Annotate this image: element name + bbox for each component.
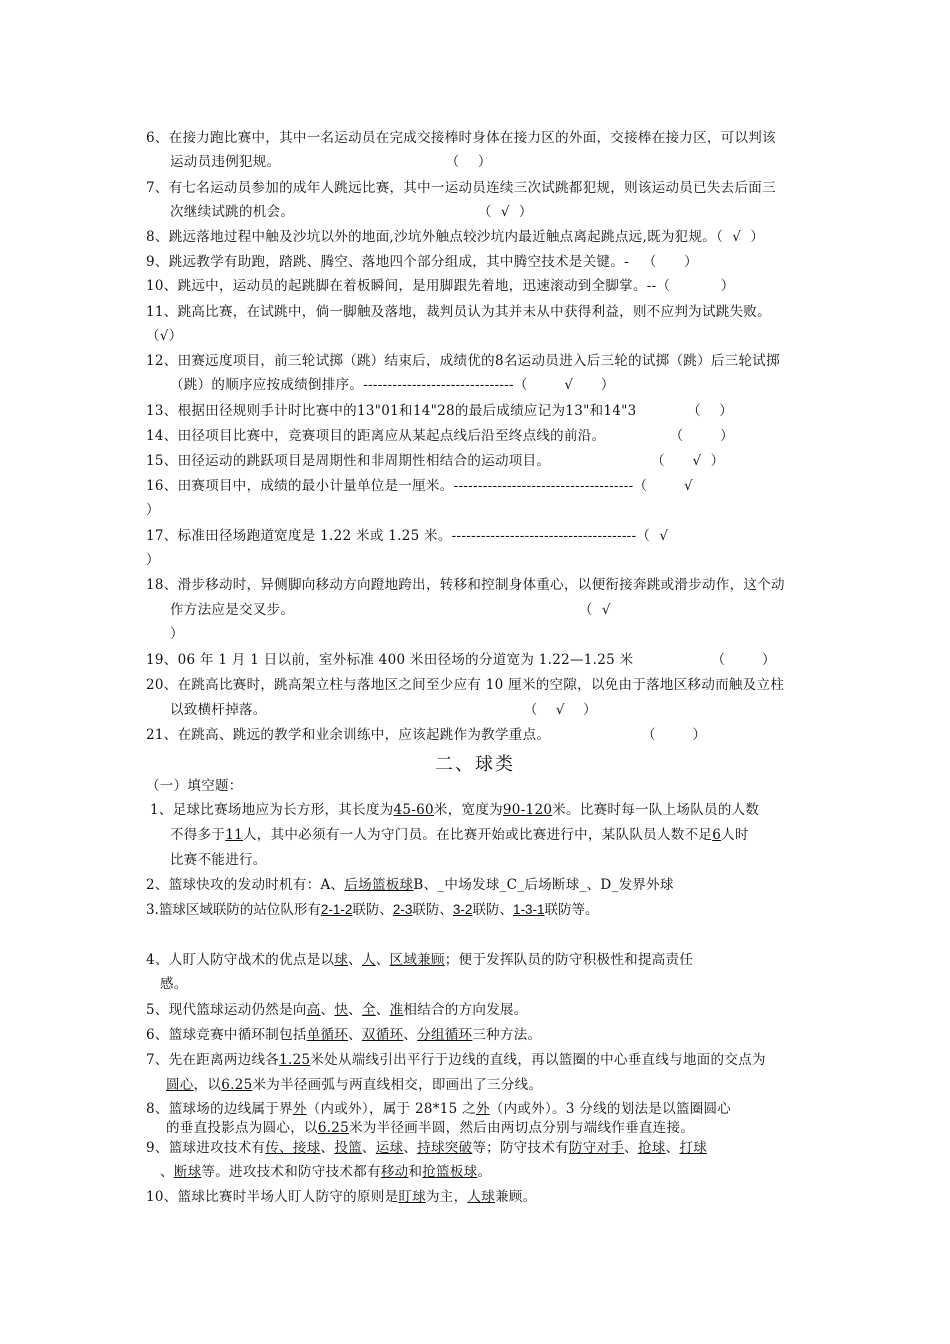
judgment-line: 19、06 年 1 月 1 日以前，室外标准 400 米田径场的分道宽为 1.22—1.25 米 （ ） [146,652,776,668]
judgment-line: 运动员违例犯规。 （ ） [170,154,492,170]
question-line: 9、篮球进攻技术有传、接球、投篮、运球、持球突破等；防守技术有防守对手、抢球、打球 [146,1140,708,1156]
question-line: 3.篮球区域联防的站位队形有2-1-2联防、2-3联防、3-2联防、1-3-1联防等。 [146,902,599,918]
judgment-line: （√） [146,328,183,344]
answer-blank: 断球 [173,1164,202,1180]
judgment-line: 12、田赛远度项目，前三轮试掷（跳）结束后，成绩优的8名运动员进入后三轮的试掷（跳）后三轮试掷 [146,353,780,369]
answer-blank: 快 [334,1002,349,1018]
judgment-line: 15、田径运动的跳跃项目是周期性和非周期性相结合的运动项目。 （ √ ） [146,453,725,469]
answer-blank: 分组循环 [417,1027,473,1043]
answer-blank: 区域兼顾 [389,952,445,968]
judgment-line: 21、在跳高、跳远的教学和业余训练中，应该起跳作为教学重点。 （ ） [146,727,707,743]
judgment-line: 18、滑步移动时，异侧脚向移动方向蹬地跨出，转移和控制身体重心，以便衔接奔跳或滑步动作，这个动 [146,577,785,593]
judgment-line: 7、有七名运动员参加的成年人跳远比赛，其中一运动员连续三次试跳都犯规，则该运动员已失去后面三 [146,180,776,196]
question-line: 6、篮球竞赛中循环制包括单循环、双循环、分组循环三种方法。 [146,1027,542,1043]
answer-blank: 6.25 [317,1120,350,1136]
question-line: 5、现代篮球运动仍然是向高、快、全、准相结合的方向发展。 [146,1002,528,1018]
question-line: 1、足球比赛场地应为长方形，其长度为45-60米，宽度为90-120米。比赛时每一队上场队员的人数 [150,802,760,818]
question-line: 感。 [160,976,188,992]
answer-blank: 传、接球 [265,1140,321,1156]
judgment-line: 作方法应是交叉步。 （ √ [170,602,611,618]
answer-blank: 90-120 [502,802,553,818]
question-line: 2、篮球快攻的发动时机有：A、后场篮板球B、_中场发球_C_后场断球_、D_发界外球 [146,877,674,893]
question-line: 、断球等。进攻技术和防守技术都有移动和抢篮板球。 [160,1164,492,1180]
question-line: 4、人盯人防守战术的优点是以球、人、区域兼顾；便于发挥队员的防守积极性和提高责任 [146,952,694,968]
answer-blank: 双循环 [361,1027,404,1043]
answer-blank: 2-1-2 [320,902,353,917]
judgment-line: 17、标准田径场跑道宽度是 1.22 米或 1.25 米。--------------------------------------（ √ [146,528,669,544]
judgment-line: ） [146,502,160,518]
judgment-line: 10、跳远中，运动员的起跳脚在着板瞬间，是用脚跟先着地，迅速滚动到全脚掌。--（ ） [146,278,735,294]
judgment-line: 20、在跳高比赛时，跳高架立柱与落地区之间至少应有 10 厘米的空隙，以免由于落地区移动而触及立柱 [146,677,785,693]
answer-blank: 6.25 [221,1077,253,1093]
judgment-line: 以致横杆掉落。 （ √ ） [170,702,597,718]
question-line: 8、篮球场的边线属于界外（内或外），属于 28*15 之外（内或外）。3 分线的划法是以篮圈圆心 [146,1101,732,1117]
judgment-line: 次继续试跳的机会。 （ √ ） [170,204,533,220]
answer-blank: 45-60 [393,802,434,818]
question-line: 的垂直投影点为圆心，以6.25米为半径画半圆，然后由两切点分别与端线作垂直连接。 [166,1120,695,1136]
question-line: 10、篮球比赛时半场人盯人防守的原则是盯球为主，人球兼顾。 [146,1189,537,1205]
answer-blank: 圆心 [166,1077,194,1093]
answer-blank: 运球 [375,1140,404,1156]
judgment-line: 11、跳高比赛，在试跳中，倘一脚触及落地，裁判员认为其并未从中获得利益，则不应判为试跳失败。 [146,304,771,320]
question-line: 7、先在距离两边线各1.25米处从端线引出平行于边线的直线，再以篮圈的中心垂直线与地面的交点为 [146,1052,766,1068]
section-title: 二、球类 [435,754,515,775]
judgment-line: 9、跳远教学有助跑，踏跳、腾空、落地四个部分组成，其中腾空技术是关键。- （ ） [146,254,698,270]
answer-blank: 11 [225,827,243,843]
answer-blank: 人 [361,952,376,968]
answer-blank: 打球 [679,1140,708,1156]
answer-blank: 全 [361,1002,376,1018]
answer-blank: 外 [475,1101,490,1117]
answer-blank: 持球突破 [417,1140,473,1156]
answer-blank: 单循环 [306,1027,349,1043]
answer-blank: 1.25 [279,1052,311,1068]
answer-blank: 后场篮板球 [344,877,414,893]
answer-blank: 3-2 [452,902,473,917]
judgment-line: 16、田赛项目中，成绩的最小计量单位是一厘米。-------------------------------------（ √ [146,478,693,494]
judgment-line: 8、跳远落地过程中触及沙坑以外的地面,沙坑外触点较沙坑内最近触点离起跳点远,既为犯规。（ √ ） [146,229,765,245]
fill-in-heading: （一）填空题： [146,778,243,794]
judgment-line: ） [146,552,160,568]
answer-blank: 投篮 [334,1140,362,1156]
answer-blank: 盯球 [398,1189,426,1205]
answer-blank: 抢球 [637,1140,666,1156]
judgment-line: 14、田径项目比赛中，竞赛项目的距离应从某起点线后沿至终点线的前沿。 （ ） [146,428,734,444]
question-line: 圆心，以6.25米为半径画弧与两直线相交，即画出了三分线。 [166,1077,543,1093]
judgment-line: 13、根据田径规则手计时比赛中的13"01和14"28的最后成绩应记为13"和14"3 （ ） [146,403,734,419]
answer-blank: 外 [292,1101,307,1117]
answer-blank: 高 [306,1002,321,1018]
question-line: 不得多于11人，其中必须有一人为守门员。在比赛开始或比赛进行中，某队队员人数不足6人时 [170,827,749,843]
answer-blank: 移动 [380,1164,409,1180]
judgment-line: （跳）的顺序应按成绩倒排序。-------------------------------（ √ ） [170,377,615,393]
answer-blank: 1-3-1 [512,902,545,917]
answer-blank: 人球 [467,1189,496,1205]
answer-blank: 球 [334,952,349,968]
judgment-line: 6、在接力跑比赛中，其中一名运动员在完成交接棒时身体在接力区的外面，交接棒在接力区，可以判该 [146,130,776,146]
answer-blank: 6 [712,827,722,843]
answer-blank: 抢篮板球 [422,1164,478,1180]
question-line: 比赛不能进行。 [170,852,267,868]
answer-blank: 防守对手 [568,1140,625,1156]
answer-blank: 准 [389,1002,404,1018]
judgment-line: ） [170,626,184,642]
answer-blank: 2-3 [392,902,413,917]
